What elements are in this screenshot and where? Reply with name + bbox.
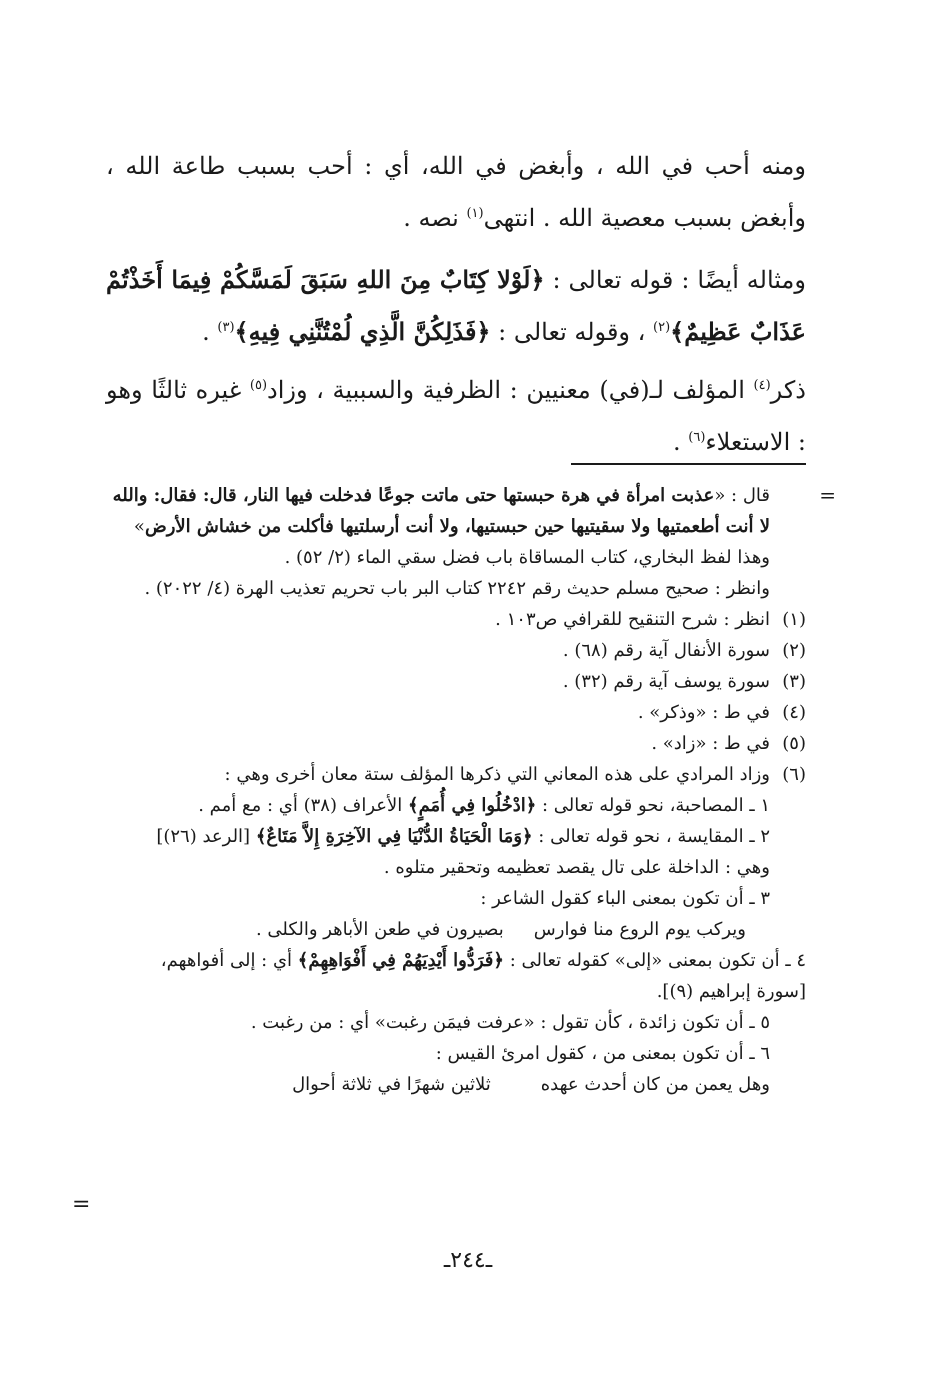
footnote-ref: (٢): [653, 320, 671, 335]
footnote-number: (١): [782, 609, 806, 630]
quran-verse: ﴿ادْخُلُوا فِي أُمَمٍ﴾: [408, 795, 537, 816]
quran-verse: ﴿فَرَدُّوا أَيْدِيَهُمْ فِي أَفْوَاهِهِمْ﴾: [297, 950, 504, 971]
paragraph-2: [106, 254, 806, 358]
text-span: .: [202, 318, 210, 346]
footnote-ref: (٦): [688, 430, 706, 445]
poem-verse-2: [106, 1069, 806, 1100]
page-number: ـ٢٤٤ـ: [443, 1248, 493, 1273]
text-span: الأعراف (٣٨) أي : مع أمم .: [198, 795, 403, 816]
meaning-4: [106, 945, 806, 1007]
footnote-continuation: [106, 480, 836, 604]
paragraph-3: [106, 364, 806, 468]
text-span: نصه .: [403, 204, 459, 232]
text-span: ذكر: [770, 376, 806, 404]
footnote-text: وزاد المرادي على هذه المعاني التي ذكرها المؤلف ستة معان أخرى وهي :: [224, 764, 770, 785]
footnote-ref: (١): [466, 206, 484, 221]
footnote-5: [106, 728, 806, 759]
meaning-2: [106, 821, 806, 852]
poem-hemistich-2: ثلاثين شهرًا في ثلاثة أحوال: [292, 1074, 491, 1095]
footnote-text: انظر : شرح التنقيح للقرافي ص١٠٣ .: [495, 609, 770, 630]
footnote-4: [106, 697, 806, 728]
text-span: » وهذا لفظ البخاري، كتاب المساقاة باب فضل سقي الماء (٢/ ٥٢) .: [133, 516, 770, 568]
text-span: المؤلف لـ(في) معنيين : الظرفية والسببية ، وزاد: [267, 376, 745, 404]
text-span: .: [672, 428, 681, 456]
main-text: [106, 140, 806, 474]
poem-verse-1: [106, 914, 806, 945]
poem-hemistich-1: ويركب يوم الروع منا فوارس: [533, 919, 746, 940]
footnotes: [106, 480, 836, 1100]
reference-line: وانظر : صحيح مسلم حديث رقم ٢٢٤٢ كتاب البر باب تحريم تعذيب الهرة (٤/ ٢٠٢٢) .: [144, 578, 770, 599]
continuation-mark: =: [72, 1192, 91, 1217]
footnote-3: [106, 666, 806, 697]
text-span: ، وقوله تعالى :: [498, 318, 646, 346]
meaning-2-explanation: وهي : الداخلة على تال يقصد تعظيمه وتحقير متلوه .: [383, 857, 770, 878]
text-span: ٢ ـ المقايسة ، نحو قوله تعالى :: [538, 826, 770, 847]
footnote-number: (٣): [782, 671, 806, 692]
footnote-2: [106, 635, 806, 666]
footnote-ref: (٣): [217, 320, 235, 335]
footnote-ref: (٤): [753, 378, 771, 393]
footnote-text: في ط : «زاد» .: [651, 733, 770, 754]
footnote-1: [106, 604, 806, 635]
footnote-number: (٢): [782, 640, 806, 661]
footnote-6: [106, 759, 806, 790]
meaning-3: ٣ ـ أن تكون بمعنى الباء كقول الشاعر :: [480, 888, 770, 909]
footnote-number: (٥): [782, 733, 806, 754]
text-span: قال : «: [714, 485, 770, 506]
meaning-1: [106, 790, 806, 821]
poem-hemistich-2: بصيرون في طعن الأباهر والكلى .: [255, 919, 504, 940]
hadith-text: عذبت امرأة في هرة حبستها حتى ماتت جوعًا فدخلت فيها النار، قال: فقال: والله لا أنت أطعمتيها ولا سقيتيها حين حبستيها، ولا أنت أرسلتيها فأكلت من خشاش الأرض: [112, 485, 770, 537]
footnote-text: سورة الأنفال آية رقم (٦٨) .: [562, 640, 770, 661]
footnote-text: سورة يوسف آية رقم (٣٢) .: [562, 671, 770, 692]
poem-hemistich-1: وهل يعمن من كان أحدث عهده: [540, 1074, 770, 1095]
footnote-number: (٦): [782, 764, 806, 785]
text-span: ومنه أحب في الله ، وأبغض في الله، أي : أحب بسبب طاعة الله ، وأبغض بسبب معصية الله . انتهى: [106, 152, 806, 232]
text-span: ومثاله أيضًا : قوله تعالى :: [552, 266, 806, 294]
continuation-mark: =: [819, 483, 836, 507]
text-span: ١ ـ المصاحبة، نحو قوله تعالى :: [542, 795, 770, 816]
footnote-divider: [571, 463, 806, 465]
quran-verse: ﴿لَوْلا كِتَابٌ مِنَ اللهِ سَبَقَ لَمَسَّكُمْ فِيمَا أَخَذْتُمْ عَذَابٌ عَظِيمٌ﴾: [106, 265, 806, 346]
meaning-6: ٦ ـ أن تكون بمعنى من ، كقول امرئ القيس :: [435, 1043, 770, 1064]
quran-verse: ﴿وَمَا الْحَيَاةُ الدُّنْيَا فِي الآخِرَةِ إِلاَّ مَتَاعٌ﴾: [255, 826, 533, 847]
paragraph-1: [106, 140, 806, 244]
text-span: أي : إلى أفواههم، [سورة إبراهيم (٩)].: [160, 950, 806, 1002]
text-span: [الرعد (٢٦)]: [156, 826, 251, 847]
footnote-number: (٤): [782, 702, 806, 723]
footnote-ref: (٥): [249, 378, 268, 393]
meaning-5: ٥ ـ أن تكون زائدة ، كأن تقول : «عرفت فيمَن رغبت» أي : من رغبت .: [250, 1012, 770, 1033]
quran-verse: ﴿فَذَلِكُنَّ الَّذِي لُمْتُنَّنِي فِيهِ﴾: [234, 317, 491, 346]
text-span: ٤ ـ أن تكون بمعنى «إلى» كقوله تعالى :: [509, 950, 806, 971]
footnote-text: في ط : «وذكر» .: [637, 702, 770, 723]
text-span: غيره ثالثًا وهو : الاستعلاء: [106, 376, 806, 456]
